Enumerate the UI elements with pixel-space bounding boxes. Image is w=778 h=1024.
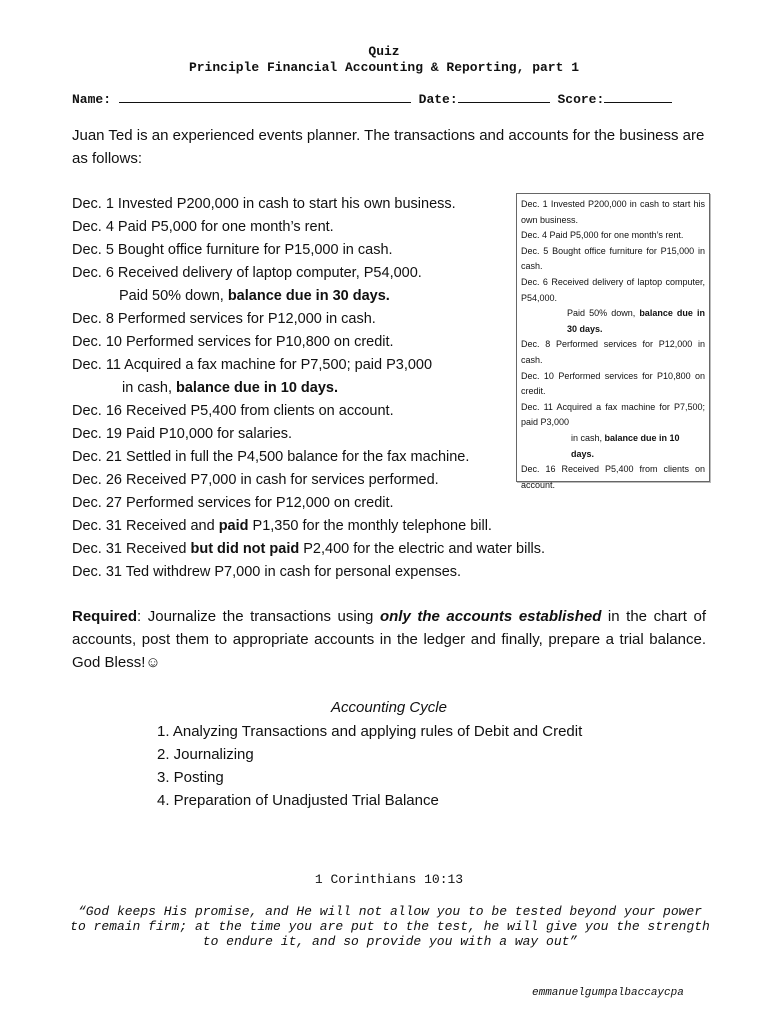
summary-line: Dec. 8 Performed services for P12,000 in cash. [521, 339, 705, 365]
transaction-text: Paid 50% down, [119, 288, 228, 304]
transaction-text: in cash, [122, 380, 176, 396]
transaction-item: Dec. 8 Performed services for P12,000 in cash. [72, 311, 376, 327]
transaction-item: Dec. 26 Received P7,000 in cash for services performed. [72, 472, 439, 488]
name-field-line[interactable] [119, 90, 411, 103]
accounting-cycle-title: Accounting Cycle [331, 699, 447, 716]
summary-line: Dec. 16 Received P5,400 from clients on account. [521, 464, 705, 490]
transaction-item: Dec. 4 Paid P5,000 for one month’s rent. [72, 219, 334, 235]
required-paragraph [72, 605, 706, 674]
transaction-text: P1,350 for the monthly telephone bill. [248, 518, 492, 534]
summary-bold-text: balance due in 30 days. [567, 308, 705, 334]
cycle-step: 2. Journalizing [157, 746, 254, 763]
summary-bold-text: balance due in 10 days. [571, 432, 680, 459]
transaction-item: Dec. 27 Performed services for P12,000 on credit. [72, 495, 394, 511]
transaction-summary-box [516, 193, 710, 490]
quiz-title: Quiz [368, 44, 400, 59]
quiz-subtitle: Principle Financial Accounting & Reporting, part 1 [188, 60, 580, 75]
summary-line [521, 306, 705, 337]
summary-line: Dec. 11 Acquired a fax machine for P7,500; paid P3,000 [521, 401, 705, 428]
summary-line [521, 431, 705, 462]
transaction-bold-text: balance due in 10 days. [176, 380, 338, 396]
accounting-cycle-list [157, 720, 582, 812]
transaction-item: Dec. 6 Received delivery of laptop computer, P54,000. [72, 265, 422, 281]
summary-line: Dec. 10 Performed services for P10,800 on credit. [521, 370, 705, 397]
summary-line: Dec. 1 Invested P200,000 in cash to start his own business. [521, 199, 705, 225]
transaction-item: Dec. 31 Ted withdrew P7,000 in cash for personal expenses. [72, 564, 462, 580]
transaction-item: Dec. 11 Acquired a fax machine for P7,500; paid P3,000 [72, 357, 433, 373]
smiley-icon: ☺ [145, 654, 161, 671]
required-text: in the chart of accounts, post them to appropriate accounts in the ledger and finally, prepare a trial balance. God Bless! [72, 608, 706, 671]
cycle-step: 4. Preparation of Unadjusted Trial Balance [157, 792, 439, 809]
transaction-text: Dec. 31 Received and [72, 518, 219, 534]
student-info-row [72, 90, 672, 107]
date-label: Date: [418, 92, 458, 107]
transaction-bold-text: balance due in 30 days. [227, 288, 390, 304]
date-field-line[interactable] [458, 90, 550, 103]
transaction-item: Dec. 5 Bought office furniture for P15,000 in cash. [72, 242, 393, 258]
transaction-item: Dec. 1 Invested P200,000 in cash to start his own business. [72, 196, 456, 212]
summary-line: Dec. 6 Received delivery of laptop computer, P54,000. [521, 276, 705, 303]
transaction-item-continuation [72, 377, 512, 400]
transaction-bold-text: paid [218, 518, 249, 534]
transaction-text: P2,400 for the electric and water bills. [299, 541, 546, 557]
transaction-item: Dec. 21 Settled in full the P4,500 balance for the fax machine. [72, 449, 470, 465]
transaction-list [72, 193, 546, 584]
name-label: Name: [72, 92, 112, 107]
transaction-item: Dec. 10 Performed services for P10,800 on credit. [72, 334, 394, 350]
required-label: Required [72, 608, 138, 625]
transaction-item: Dec. 16 Received P5,400 from clients on account. [72, 403, 394, 419]
summary-text: in cash, [571, 432, 605, 443]
summary-text: Paid 50% down, [567, 308, 640, 319]
score-label: Score: [557, 92, 605, 107]
cycle-step: 3. Posting [157, 769, 224, 786]
required-text: : Journalize the transactions using [137, 608, 380, 625]
verse-reference: 1 Corinthians 10:13 [314, 872, 464, 887]
transaction-item [72, 538, 546, 561]
author-signature: emmanuelgumpalbaccaycpa [532, 987, 684, 999]
transaction-bold-text: but did not paid [190, 541, 300, 557]
summary-line: Dec. 5 Bought office furniture for P15,000 in cash. [521, 245, 705, 272]
score-field-line[interactable] [604, 90, 672, 103]
transaction-item: Dec. 19 Paid P10,000 for salaries. [72, 426, 293, 442]
transaction-text: Dec. 31 Received [72, 541, 191, 557]
transaction-item-continuation [72, 285, 512, 308]
transaction-item [72, 515, 512, 538]
required-emphasis: only the accounts established [379, 608, 602, 625]
cycle-step: 1. Analyzing Transactions and applying rules of Debit and Credit [157, 723, 583, 740]
verse-quote: “God keeps His promise, and He will not allow you to be tested beyond your power to remain firm; at the time you are put to the test, he will give you the strength to endure it, and so provide you with a way out” [70, 904, 710, 949]
intro-paragraph: Juan Ted is an experienced events planner. The transactions and accounts for the business are as follows: [72, 127, 705, 167]
summary-line: Dec. 4 Paid P5,000 for one month’s rent. [521, 230, 684, 241]
